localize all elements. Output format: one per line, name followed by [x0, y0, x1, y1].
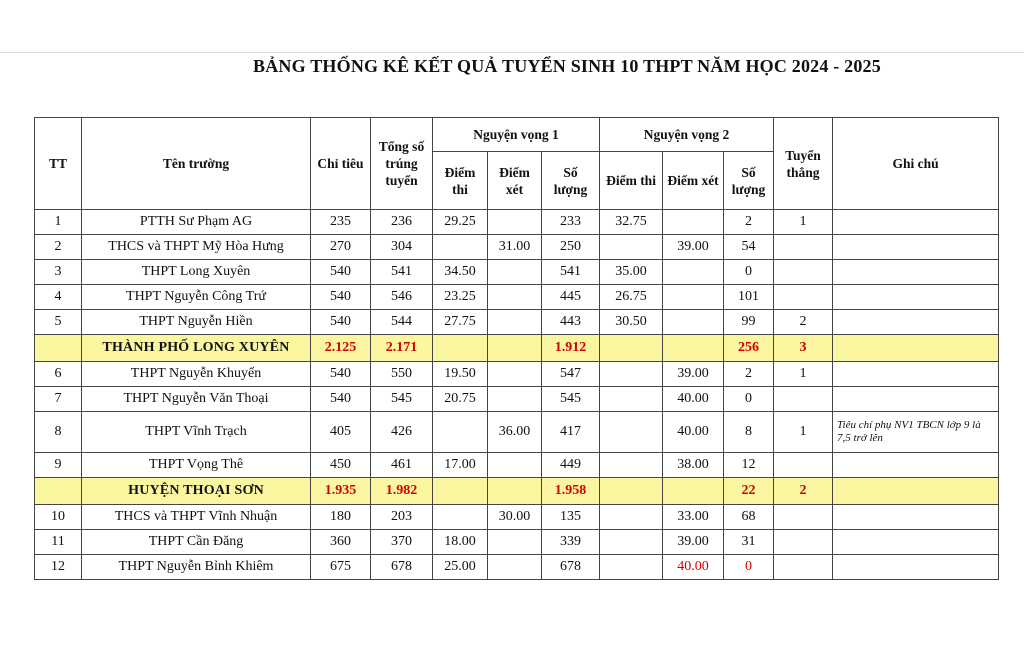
cell-nv1-so-luong: 547 — [542, 362, 600, 387]
table-row — [35, 362, 999, 387]
table-row — [35, 505, 999, 530]
cell-nv2-diem-thi: 26.75 — [600, 285, 663, 310]
cell-tong: 545 — [371, 387, 433, 412]
cell-nv1-so-luong: 678 — [542, 555, 600, 580]
cell-chi-tieu: 450 — [311, 453, 371, 478]
cell-tt: 4 — [35, 285, 82, 310]
cell-ghi-chu — [833, 362, 999, 387]
cell-ghi-chu — [833, 285, 999, 310]
cell-nv1-diem-thi: 34.50 — [433, 260, 488, 285]
header-nguyen-vong-2: Nguyện vọng 2 — [600, 118, 774, 152]
cell-tong: 546 — [371, 285, 433, 310]
cell-nv2-diem-xet: 33.00 — [663, 505, 724, 530]
subtotal-row — [35, 478, 999, 505]
cell-nv1-diem-thi — [433, 478, 488, 505]
cell-nv1-diem-thi: 29.25 — [433, 210, 488, 235]
cell-nv2-so-luong: 31 — [724, 530, 774, 555]
cell-tong: 544 — [371, 310, 433, 335]
cell-nv2-diem-xet: 38.00 — [663, 453, 724, 478]
cell-nv1-diem-thi: 23.25 — [433, 285, 488, 310]
cell-tong: 236 — [371, 210, 433, 235]
cell-tt: 12 — [35, 555, 82, 580]
cell-nv1-diem-thi: 17.00 — [433, 453, 488, 478]
header-nv1-diem-thi: Điểm thi — [433, 152, 488, 210]
cell-school-name: THCS và THPT Vĩnh Nhuận — [82, 505, 311, 530]
cell-district-name: THÀNH PHỐ LONG XUYÊN — [82, 335, 311, 362]
table-header — [35, 118, 999, 210]
cell-chi-tieu: 180 — [311, 505, 371, 530]
header-nv1-so-luong: Số lượng — [542, 152, 600, 210]
cell-tuyen-thang — [774, 453, 833, 478]
header-ten-truong: Tên trường — [82, 118, 311, 210]
cell-nv1-diem-thi — [433, 335, 488, 362]
cell-nv2-so-luong: 68 — [724, 505, 774, 530]
cell-nv2-so-luong: 256 — [724, 335, 774, 362]
cell-nv1-so-luong: 541 — [542, 260, 600, 285]
cell-school-name: THPT Nguyễn Khuyến — [82, 362, 311, 387]
cell-school-name: THPT Nguyễn Hiền — [82, 310, 311, 335]
cell-nv2-diem-xet: 39.00 — [663, 362, 724, 387]
cell-chi-tieu: 1.935 — [311, 478, 371, 505]
cell-tong: 426 — [371, 412, 433, 453]
cell-nv1-diem-xet: 30.00 — [488, 505, 542, 530]
cell-chi-tieu: 270 — [311, 235, 371, 260]
table-row — [35, 555, 999, 580]
table-row — [35, 530, 999, 555]
cell-ghi-chu — [833, 210, 999, 235]
top-divider — [0, 52, 1024, 53]
cell-nv2-diem-xet — [663, 310, 724, 335]
cell-nv1-so-luong: 449 — [542, 453, 600, 478]
cell-nv2-so-luong: 0 — [724, 387, 774, 412]
cell-tt: 5 — [35, 310, 82, 335]
header-nv2-so-luong: Số lượng — [724, 152, 774, 210]
cell-nv1-diem-xet — [488, 478, 542, 505]
cell-tong: 550 — [371, 362, 433, 387]
cell-nv1-so-luong: 250 — [542, 235, 600, 260]
table-row — [35, 210, 999, 235]
cell-tong: 678 — [371, 555, 433, 580]
cell-ghi-chu — [833, 260, 999, 285]
cell-tuyen-thang — [774, 387, 833, 412]
cell-nv2-diem-thi — [600, 412, 663, 453]
cell-chi-tieu: 235 — [311, 210, 371, 235]
header-ghi-chu: Ghi chú — [833, 118, 999, 210]
header-chi-tieu: Chỉ tiêu — [311, 118, 371, 210]
cell-nv1-diem-xet — [488, 285, 542, 310]
cell-tuyen-thang — [774, 235, 833, 260]
cell-school-name: THPT Cần Đăng — [82, 530, 311, 555]
table-row — [35, 387, 999, 412]
cell-nv1-diem-xet — [488, 387, 542, 412]
cell-tuyen-thang — [774, 505, 833, 530]
cell-tt: 3 — [35, 260, 82, 285]
cell-tuyen-thang — [774, 260, 833, 285]
cell-nv2-diem-thi — [600, 505, 663, 530]
cell-nv2-so-luong: 22 — [724, 478, 774, 505]
cell-nv2-diem-xet: 40.00 — [663, 555, 724, 580]
cell-nv1-so-luong: 233 — [542, 210, 600, 235]
cell-nv1-diem-thi: 25.00 — [433, 555, 488, 580]
cell-nv2-diem-xet: 39.00 — [663, 530, 724, 555]
cell-tt — [35, 335, 82, 362]
cell-tong: 2.171 — [371, 335, 433, 362]
cell-nv1-so-luong: 545 — [542, 387, 600, 412]
cell-nv2-so-luong: 101 — [724, 285, 774, 310]
cell-nv2-so-luong: 54 — [724, 235, 774, 260]
cell-tuyen-thang — [774, 530, 833, 555]
cell-nv2-diem-thi — [600, 335, 663, 362]
cell-tt: 6 — [35, 362, 82, 387]
cell-chi-tieu: 540 — [311, 260, 371, 285]
cell-nv1-diem-thi: 27.75 — [433, 310, 488, 335]
page-title: BẢNG THỐNG KÊ KẾT QUẢ TUYỂN SINH 10 THPT NĂM HỌC 2024 - 2025 — [253, 56, 881, 76]
cell-ghi-chu — [833, 310, 999, 335]
cell-tt: 11 — [35, 530, 82, 555]
cell-nv2-diem-thi — [600, 478, 663, 505]
cell-nv1-diem-xet — [488, 335, 542, 362]
cell-nv2-so-luong: 2 — [724, 362, 774, 387]
cell-chi-tieu: 540 — [311, 285, 371, 310]
cell-nv1-so-luong: 445 — [542, 285, 600, 310]
cell-tong: 541 — [371, 260, 433, 285]
results-table — [34, 117, 999, 580]
cell-nv2-diem-xet — [663, 335, 724, 362]
cell-nv2-diem-thi — [600, 453, 663, 478]
cell-nv1-diem-xet — [488, 260, 542, 285]
cell-tuyen-thang — [774, 555, 833, 580]
cell-chi-tieu: 540 — [311, 362, 371, 387]
cell-nv2-so-luong: 2 — [724, 210, 774, 235]
subtotal-row — [35, 335, 999, 362]
cell-chi-tieu: 540 — [311, 310, 371, 335]
cell-tuyen-thang — [774, 285, 833, 310]
cell-nv1-so-luong: 1.958 — [542, 478, 600, 505]
cell-tuyen-thang: 3 — [774, 335, 833, 362]
cell-tuyen-thang: 2 — [774, 478, 833, 505]
cell-tt — [35, 478, 82, 505]
cell-nv1-diem-xet — [488, 555, 542, 580]
cell-tuyen-thang: 2 — [774, 310, 833, 335]
table-row — [35, 412, 999, 453]
cell-nv1-diem-xet: 36.00 — [488, 412, 542, 453]
cell-nv1-diem-thi — [433, 412, 488, 453]
cell-nv2-so-luong: 0 — [724, 555, 774, 580]
cell-school-name: PTTH Sư Phạm AG — [82, 210, 311, 235]
cell-ghi-chu — [833, 387, 999, 412]
cell-school-name: THPT Nguyễn Văn Thoại — [82, 387, 311, 412]
cell-ghi-chu — [833, 505, 999, 530]
cell-nv2-diem-thi: 35.00 — [600, 260, 663, 285]
cell-ghi-chu: Tiêu chí phụ NV1 TBCN lớp 9 là 7,5 trở lên — [833, 412, 999, 453]
cell-ghi-chu — [833, 235, 999, 260]
cell-nv2-diem-xet: 40.00 — [663, 387, 724, 412]
cell-ghi-chu — [833, 453, 999, 478]
table-row — [35, 260, 999, 285]
cell-nv1-diem-thi: 20.75 — [433, 387, 488, 412]
cell-school-name: THPT Nguyễn Công Trứ — [82, 285, 311, 310]
cell-nv2-diem-thi — [600, 362, 663, 387]
cell-nv2-diem-xet: 40.00 — [663, 412, 724, 453]
cell-school-name: THPT Vĩnh Trạch — [82, 412, 311, 453]
cell-tuyen-thang: 1 — [774, 210, 833, 235]
table-row — [35, 453, 999, 478]
header-nv2-diem-xet: Điểm xét — [663, 152, 724, 210]
cell-nv2-diem-xet — [663, 210, 724, 235]
cell-district-name: HUYỆN THOẠI SƠN — [82, 478, 311, 505]
cell-ghi-chu — [833, 530, 999, 555]
cell-school-name: THCS và THPT Mỹ Hòa Hưng — [82, 235, 311, 260]
cell-tong: 203 — [371, 505, 433, 530]
cell-chi-tieu: 360 — [311, 530, 371, 555]
cell-chi-tieu: 675 — [311, 555, 371, 580]
cell-nv1-diem-xet — [488, 210, 542, 235]
cell-tt: 2 — [35, 235, 82, 260]
header-tong-trung-tuyen: Tổng số trúng tuyển — [371, 118, 433, 210]
cell-nv2-diem-thi — [600, 530, 663, 555]
header-nv2-diem-thi: Điểm thi — [600, 152, 663, 210]
table-row — [35, 235, 999, 260]
cell-tt: 10 — [35, 505, 82, 530]
cell-nv1-diem-xet — [488, 362, 542, 387]
cell-nv2-so-luong: 0 — [724, 260, 774, 285]
table-row — [35, 310, 999, 335]
cell-nv1-so-luong: 443 — [542, 310, 600, 335]
cell-school-name: THPT Long Xuyên — [82, 260, 311, 285]
header-tt: TT — [35, 118, 82, 210]
cell-nv1-diem-thi: 19.50 — [433, 362, 488, 387]
cell-nv1-so-luong: 1.912 — [542, 335, 600, 362]
cell-ghi-chu — [833, 555, 999, 580]
header-nguyen-vong-1: Nguyện vọng 1 — [433, 118, 600, 152]
cell-nv2-so-luong: 99 — [724, 310, 774, 335]
header-tuyen-thang: Tuyển thẳng — [774, 118, 833, 210]
cell-nv1-diem-thi: 18.00 — [433, 530, 488, 555]
cell-tt: 8 — [35, 412, 82, 453]
cell-tt: 7 — [35, 387, 82, 412]
cell-nv1-diem-thi — [433, 505, 488, 530]
cell-nv2-diem-xet: 39.00 — [663, 235, 724, 260]
cell-nv1-diem-xet — [488, 453, 542, 478]
cell-nv1-diem-thi — [433, 235, 488, 260]
cell-tuyen-thang: 1 — [774, 362, 833, 387]
cell-chi-tieu: 540 — [311, 387, 371, 412]
cell-tt: 1 — [35, 210, 82, 235]
cell-tong: 304 — [371, 235, 433, 260]
cell-ghi-chu — [833, 335, 999, 362]
cell-nv2-diem-xet — [663, 260, 724, 285]
cell-tong: 370 — [371, 530, 433, 555]
cell-nv1-so-luong: 417 — [542, 412, 600, 453]
cell-school-name: THPT Nguyễn Bỉnh Khiêm — [82, 555, 311, 580]
cell-nv2-diem-thi — [600, 235, 663, 260]
cell-school-name: THPT Vọng Thê — [82, 453, 311, 478]
cell-nv1-diem-xet — [488, 530, 542, 555]
cell-nv2-so-luong: 12 — [724, 453, 774, 478]
cell-nv2-so-luong: 8 — [724, 412, 774, 453]
cell-nv2-diem-thi: 30.50 — [600, 310, 663, 335]
cell-ghi-chu — [833, 478, 999, 505]
cell-nv2-diem-thi: 32.75 — [600, 210, 663, 235]
cell-nv2-diem-xet — [663, 478, 724, 505]
cell-nv2-diem-xet — [663, 285, 724, 310]
cell-tuyen-thang: 1 — [774, 412, 833, 453]
cell-nv1-so-luong: 135 — [542, 505, 600, 530]
cell-nv2-diem-thi — [600, 555, 663, 580]
cell-chi-tieu: 2.125 — [311, 335, 371, 362]
cell-tong: 1.982 — [371, 478, 433, 505]
cell-tong: 461 — [371, 453, 433, 478]
cell-nv1-diem-xet — [488, 310, 542, 335]
header-nv1-diem-xet: Điểm xét — [488, 152, 542, 210]
cell-tt: 9 — [35, 453, 82, 478]
cell-nv2-diem-thi — [600, 387, 663, 412]
cell-nv1-diem-xet: 31.00 — [488, 235, 542, 260]
cell-chi-tieu: 405 — [311, 412, 371, 453]
cell-nv1-so-luong: 339 — [542, 530, 600, 555]
table-row — [35, 285, 999, 310]
